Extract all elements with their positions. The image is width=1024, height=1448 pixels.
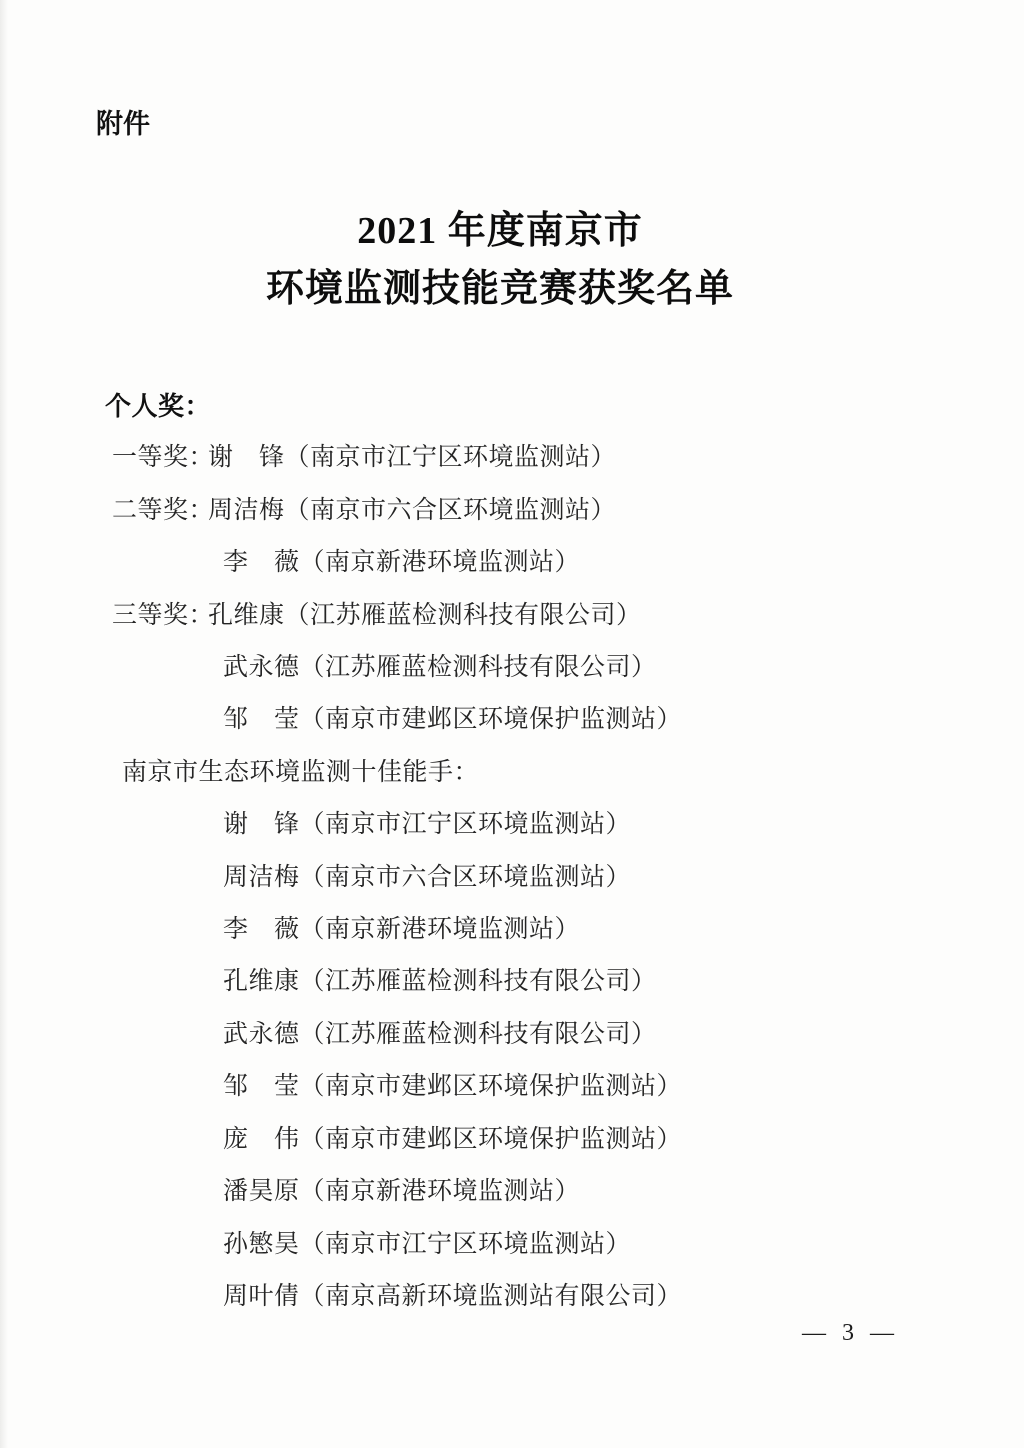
award-row-second-prize bbox=[112, 485, 972, 537]
top-ten-row bbox=[112, 904, 972, 956]
award-row-first-prize bbox=[112, 432, 972, 484]
winner-organization: （江苏雁蓝检测科技有限公司） bbox=[299, 654, 657, 682]
winner-name: 周洁梅 bbox=[223, 863, 300, 891]
prize-label: 一等奖： bbox=[112, 444, 215, 472]
winner-name: 周洁梅 bbox=[208, 496, 285, 524]
winner-organization: （江苏雁蓝检测科技有限公司） bbox=[299, 968, 657, 996]
winner-name: 孙慜昊 bbox=[223, 1230, 300, 1258]
winner-name: 潘昊原 bbox=[223, 1178, 300, 1206]
winner-name: 孔维康 bbox=[208, 601, 285, 629]
document-title-line1: 2021 年度南京市 bbox=[357, 210, 643, 252]
winner-organization: （南京市江宁区环境监测站） bbox=[284, 444, 617, 472]
page-number: — 3 — bbox=[802, 1320, 895, 1346]
top-ten-row bbox=[112, 1166, 972, 1218]
winner-organization: （南京市江宁区环境监测站） bbox=[299, 1230, 632, 1258]
top-ten-row bbox=[112, 1061, 972, 1113]
winner-name: 武永德 bbox=[223, 654, 300, 682]
winner-name: 邹 莹 bbox=[223, 706, 300, 734]
winner-organization: （南京新港环境监测站） bbox=[299, 1178, 581, 1206]
winner-organization: （南京市六合区环境监测站） bbox=[299, 863, 632, 891]
top-ten-row bbox=[112, 1219, 972, 1271]
award-row-third-prize-cont bbox=[112, 694, 972, 746]
winner-organization: （南京新港环境监测站） bbox=[299, 549, 581, 577]
top-ten-row bbox=[112, 1114, 972, 1166]
top-ten-row bbox=[112, 1009, 972, 1061]
document-body bbox=[105, 380, 972, 1323]
winner-organization: （江苏雁蓝检测科技有限公司） bbox=[284, 601, 642, 629]
winner-name: 李 薇 bbox=[223, 916, 300, 944]
top-ten-row bbox=[112, 956, 972, 1008]
top-ten-row bbox=[112, 799, 972, 851]
winner-name: 李 薇 bbox=[223, 549, 300, 577]
prize-label: 二等奖： bbox=[112, 496, 215, 524]
winner-name: 周叶倩 bbox=[223, 1282, 300, 1310]
winner-organization: （南京新港环境监测站） bbox=[299, 916, 581, 944]
winner-name: 邹 莹 bbox=[223, 1073, 300, 1101]
award-row-third-prize-cont bbox=[112, 642, 972, 694]
award-row-third-prize bbox=[112, 590, 972, 642]
winner-organization: （江苏雁蓝检测科技有限公司） bbox=[299, 1020, 657, 1048]
winner-organization: （南京高新环境监测站有限公司） bbox=[299, 1282, 683, 1310]
winner-organization: （南京市六合区环境监测站） bbox=[284, 496, 617, 524]
winner-organization: （南京市建邺区环境保护监测站） bbox=[299, 1125, 683, 1153]
winner-name: 武永德 bbox=[223, 1020, 300, 1048]
winner-name: 谢 锋 bbox=[208, 444, 285, 472]
document-title-line2: 环境监测技能竞赛获奖名单 bbox=[265, 268, 734, 310]
winner-name: 庞 伟 bbox=[223, 1125, 300, 1153]
attachment-label: 附件 bbox=[96, 109, 150, 139]
winner-name: 孔维康 bbox=[223, 968, 300, 996]
prize-label: 三等奖： bbox=[112, 601, 215, 629]
document-title bbox=[0, 202, 1000, 318]
winner-name: 谢 锋 bbox=[223, 811, 300, 839]
award-row-second-prize-cont bbox=[112, 537, 972, 589]
winner-organization: （南京市江宁区环境监测站） bbox=[299, 811, 632, 839]
individual-awards-heading: 个人奖： bbox=[105, 391, 212, 421]
top-ten-heading: 南京市生态环境监测十佳能手： bbox=[122, 758, 480, 786]
winner-organization: （南京市建邺区环境保护监测站） bbox=[299, 1073, 683, 1101]
top-ten-row bbox=[112, 852, 972, 904]
winner-organization: （南京市建邺区环境保护监测站） bbox=[299, 706, 683, 734]
top-ten-row bbox=[112, 1271, 972, 1323]
